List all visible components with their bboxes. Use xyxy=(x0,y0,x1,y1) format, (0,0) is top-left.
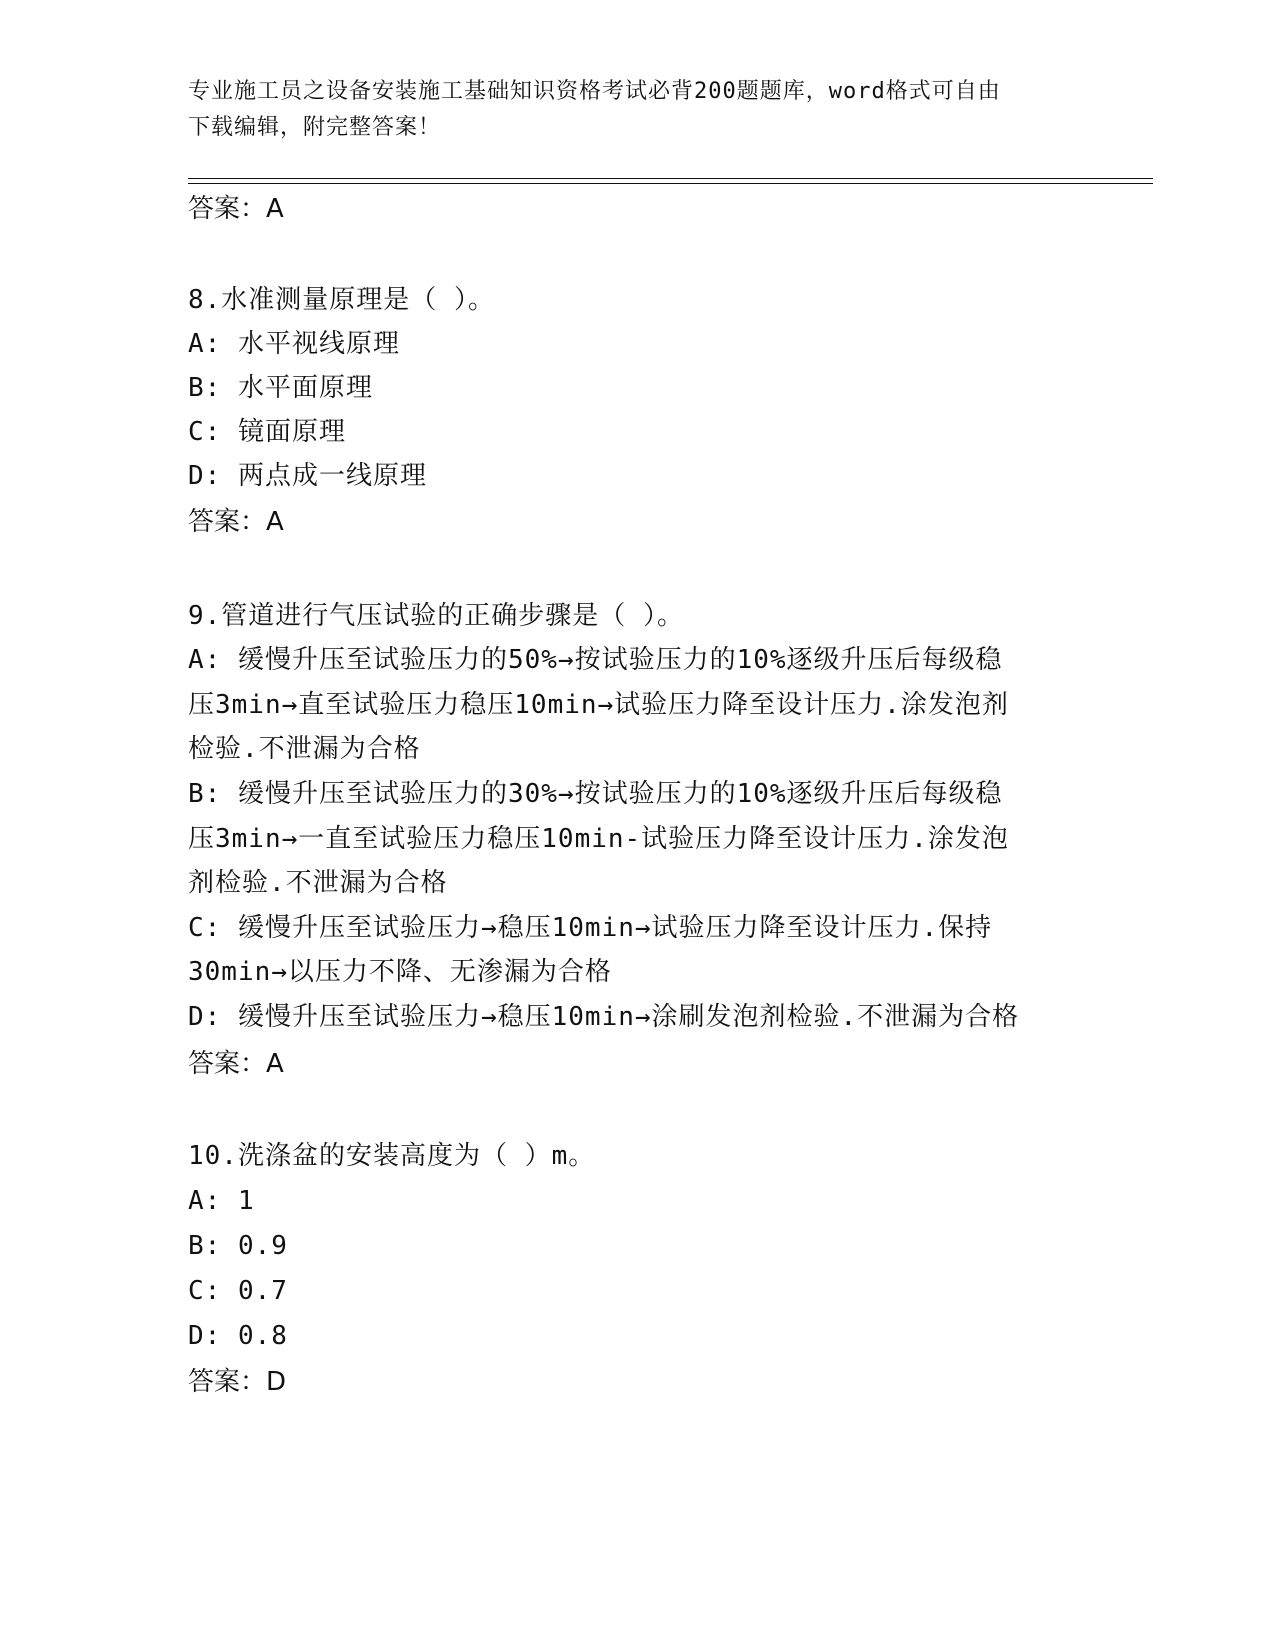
question-8-option-b: B: 水平面原理 xyxy=(188,373,373,403)
question-8-option-d: D: 两点成一线原理 xyxy=(188,461,427,491)
question-9-option-c-line-1: C: 缓慢升压至试验压力→稳压10min→试验压力降至设计压力.保持 xyxy=(188,913,993,943)
question-10-option-d: D: 0.8 xyxy=(188,1321,288,1351)
question-9-option-a-line-1: A: 缓慢升压至试验压力的50%→按试验压力的10%逐级升压后每级稳 xyxy=(188,645,1003,675)
question-9-option-a-line-2: 压3min→直至试验压力稳压10min→试验压力降至设计压力.涂发泡剂 xyxy=(188,690,1009,720)
header-line-2: 下载编辑，附完整答案！ xyxy=(188,115,442,140)
question-8-option-a: A: 水平视线原理 xyxy=(188,329,400,359)
question-10-option-c: C: 0.7 xyxy=(188,1276,288,1306)
question-9-option-d: D: 缓慢升压至试验压力→稳压10min→涂刷发泡剂检验.不泄漏为合格 xyxy=(188,1002,1020,1032)
question-8-answer: 答案：A xyxy=(188,507,284,537)
question-9-stem: 9.管道进行气压试验的正确步骤是（ ）。 xyxy=(188,601,684,631)
question-9-option-a-line-3: 检验.不泄漏为合格 xyxy=(188,734,421,764)
header-rule-bottom xyxy=(188,183,1153,184)
document-header xyxy=(188,74,1088,146)
question-9-option-b-line-1: B: 缓慢升压至试验压力的30%→按试验压力的10%逐级升压后每级稳 xyxy=(188,779,1003,809)
question-10-option-a: A: 1 xyxy=(188,1186,255,1216)
answer-q7: 答案：A xyxy=(188,194,284,224)
question-9-option-c-line-2: 30min→以压力不降、无渗漏为合格 xyxy=(188,957,612,987)
question-10-answer: 答案：D xyxy=(188,1367,287,1397)
header-rule-top xyxy=(188,178,1153,179)
question-10-option-b: B: 0.9 xyxy=(188,1231,288,1261)
question-8-option-c: C: 镜面原理 xyxy=(188,417,346,447)
question-10-stem: 10.洗涤盆的安装高度为（ ）m。 xyxy=(188,1141,596,1171)
question-9-option-b-line-3: 剂检验.不泄漏为合格 xyxy=(188,868,448,898)
header-line-1: 专业施工员之设备安装施工基础知识资格考试必背200题题库，word格式可自由 xyxy=(188,79,1001,104)
question-9-option-b-line-2: 压3min→一直至试验压力稳压10min-试验压力降至设计压力.涂发泡 xyxy=(188,824,1009,854)
question-8-stem: 8.水准测量原理是（ ）。 xyxy=(188,285,495,315)
question-9-answer: 答案：A xyxy=(188,1049,284,1079)
